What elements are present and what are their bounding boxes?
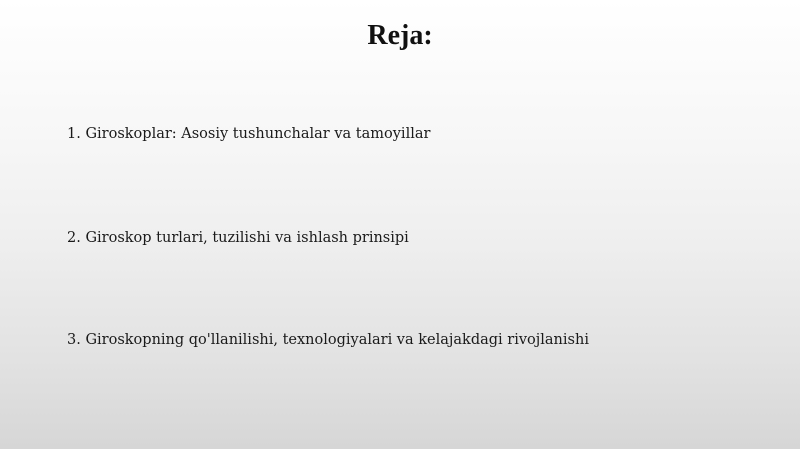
plan-item-2: 2. Giroskop turlari, tuzilishi va ishlash prinsipi (67, 230, 409, 246)
plan-item-3: 3. Giroskopning qo'llanilishi, texnologiyalari va kelajakdagi rivojlanishi (67, 332, 589, 348)
slide-title: Reja: (367, 20, 433, 51)
plan-item-1: 1. Giroskoplar: Asosiy tushunchalar va tamoyillar (67, 126, 431, 142)
